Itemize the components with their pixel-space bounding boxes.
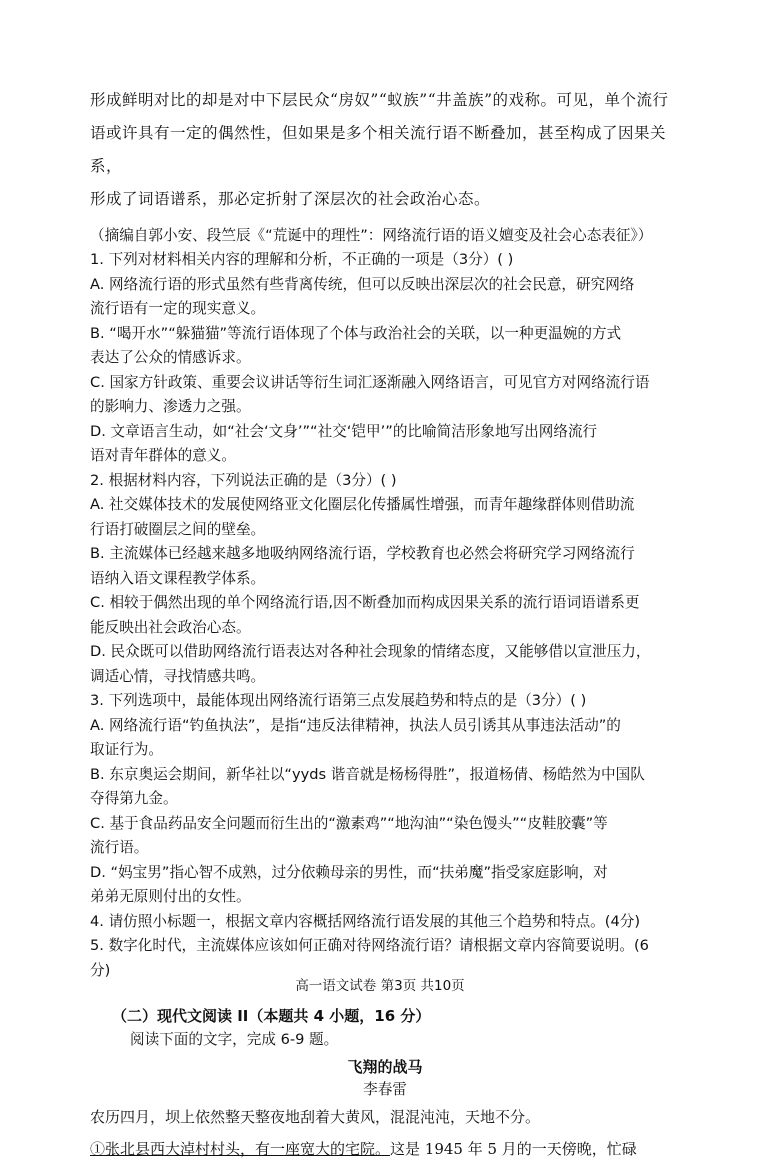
passage-line: 语或许具有一定的偶然性，但如果是多个相关流行语不断叠加，甚至构成了因果关系，	[90, 124, 667, 175]
question-line: 夺得第九金。	[90, 790, 178, 807]
section-title: （二）现代文阅读 II（本题共 4 小题，16 分）	[112, 1007, 431, 1025]
passage-line: 形成了词语谱系，那必定折射了深层次的社会政治心态。	[90, 190, 491, 208]
question-line: C. 国家方针政策、重要会议讲话等衍生词汇逐渐融入网络语言，可见官方对网络流行语	[90, 373, 650, 391]
question-line: B. “喝开水”“躲猫猫”等流行语体现了个体与政治社会的关联，以一种更温婉的方式	[90, 324, 622, 342]
underlined-sentence: ①张北县西大淖村村头，有一座宽大的宅院。	[90, 1140, 391, 1158]
question-line: 语对青年群体的意义。	[90, 447, 236, 464]
passage-line: 形成鲜明对比的却是对中下层民众“房奴”“蚁族”“井盖族”的戏称。可见，单个流行	[90, 91, 669, 109]
question-line: D. “妈宝男”指心智不成熟，过分依赖母亲的男性，而“扶弟魔”指受家庭影响，对	[90, 863, 608, 881]
source-citation: （摘编自郭小安、段竺辰《“荒诞中的理性”：网络流行语的语义嬗变及社会心态表征》）	[90, 227, 653, 244]
question-line: 3. 下列选项中，最能体现出网络流行语第三点发展趋势和特点的是（3分）( )	[90, 692, 587, 709]
question-line: A. 网络流行语的形式虽然有些背离传统，但可以反映出深层次的社会民意，研究网络	[90, 275, 635, 293]
question-line: 2. 根据材料内容，下列说法正确的是（3分）( )	[90, 471, 397, 489]
section-instruction: 阅读下面的文字，完成 6-9 题。	[130, 1031, 339, 1048]
question-line: 流行语。	[90, 839, 149, 856]
question-line: 流行语有一定的现实意义。	[90, 300, 266, 317]
story-author: 李春雷	[363, 1081, 407, 1098]
question-line: C. 相较于偶然出现的单个网络流行语,因不断叠加而构成因果关系的流行语词语谱系更	[90, 594, 640, 611]
story-paragraph: 农历四月，坝上依然整天整夜地刮着大黄风，混混沌沌，天地不分。	[90, 1108, 541, 1126]
question-line: A. 社交媒体技术的发展使网络亚文化圈层化传播属性增强，而青年趣缘群体则借助流	[90, 496, 635, 513]
page-content	[90, 84, 680, 1165]
question-line: A. 网络流行语“钓鱼执法”，是指“违反法律精神，执法人员引诱其从事违法活动”的	[90, 716, 621, 734]
question-line: 语纳入语文课程教学体系。	[90, 569, 266, 587]
question-line: D. 文章语言生动，如“社会‘文身’”“社交‘铠甲’”的比喻简洁形象地写出网络流行	[90, 422, 598, 440]
question-line: D. 民众既可以借助网络流行语表达对各种社会现象的情绪态度，又能够借以宣泄压力，	[90, 643, 651, 660]
story-title: 飞翔的战马	[347, 1058, 423, 1076]
question-line: C. 基于食品药品安全问题而衍生出的“激素鸡”“地沟油”“染色馒头”“皮鞋胶囊”等	[90, 814, 608, 832]
question-line: 取证行为。	[90, 741, 163, 758]
question-line: 5. 数字化时代，主流媒体应该如何正确对待网络流行语？请根据文章内容简要说明。(6	[90, 937, 649, 954]
question-line: 表达了公众的情感诉求。	[90, 349, 251, 366]
story-paragraph-2	[90, 1133, 680, 1165]
question-line: B. 主流媒体已经越来越多地吸纳网络流行语，学校教育也必然会将研究学习网络流行	[90, 545, 635, 562]
passage-ending	[90, 84, 680, 216]
question-line: 4. 请仿照小标题一，根据文章内容概括网络流行语发展的其他三个趋势和特点。(4分)	[90, 912, 641, 930]
question-line: 分)	[90, 961, 111, 979]
story-text: 这是 1945 年 5 月的一天傍晚，忙碌	[390, 1140, 637, 1158]
page-footer: 高一语文试卷 第3页 共10页	[295, 978, 465, 994]
question-line: 行语打破圈层之间的壁垒。	[90, 520, 266, 538]
question-line: 调适心情，寻找情感共鸣。	[90, 667, 266, 685]
question-line: B. 东京奥运会期间，新华社以“yyds 谐音就是杨杨得胜”，报道杨倩、杨皓然为中国队	[90, 765, 645, 783]
question-line: 的影响力、渗透力之强。	[90, 398, 251, 415]
question-line: 能反映出社会政治心态。	[90, 618, 251, 636]
question-list	[90, 248, 680, 983]
question-line: 弟弟无原则付出的女性。	[90, 888, 251, 905]
question-line: 1. 下列对材料相关内容的理解和分析，不正确的一项是（3分）( )	[90, 251, 514, 268]
